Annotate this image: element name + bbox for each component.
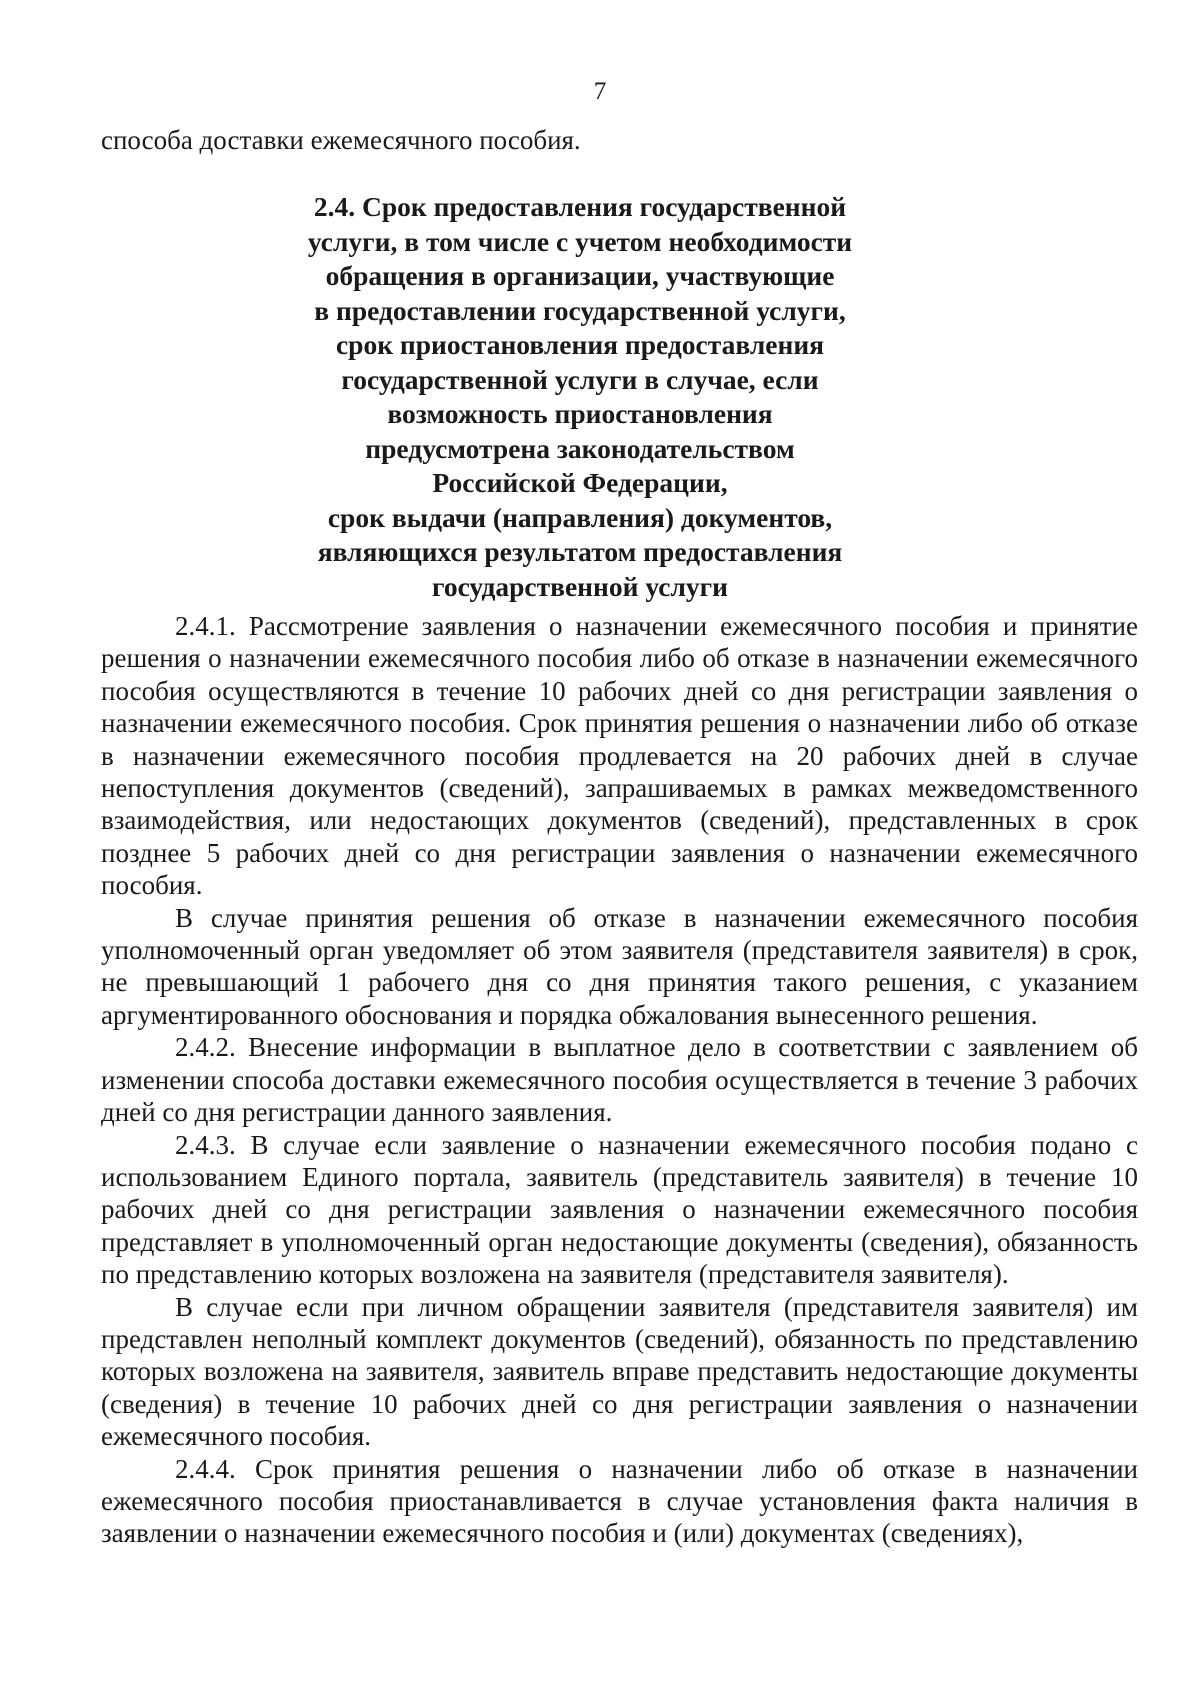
heading-line: являющихся результатом предоставления [317, 536, 843, 567]
heading-line: в предоставлении государственной услуги, [314, 294, 846, 326]
heading-line: обращения в организации, участвующие [325, 260, 835, 291]
paragraph-2-4-1: 2.4.1. Рассмотрение заявления о назначении ежемесячного пособия и принятие решения о назначении ежемесячного пособия либо об отказе в назначении ежемесячного пособия осуществляются в течение 10 рабочих дней со дня регистрации заявления о назначении ежемесячного пособия. Срок принятия решения о назначении либо об отказе в назначении ежемесячного пособия продлевается на 20 рабочих дней в случае непоступления документов (сведений), запрашиваемых в рамках межведомственного взаимодействия, или недостающих документов (сведений), представленных в срок позднее 5 рабочих дней со дня регистрации заявления о назначении ежемесячного пособия. [101, 611, 1138, 901]
section-heading [300, 190, 860, 604]
heading-line: возможность приостановления [387, 398, 773, 429]
heading-line: услуги, в том числе с учетом необходимости [307, 225, 853, 257]
heading-line: государственной услуги в случае, если [341, 363, 819, 395]
paragraph-2-4-3: 2.4.3. В случае если заявление о назначении ежемесячного пособия подано с использованием Единого портала, заявитель (представитель заявителя) в течение 10 рабочих дней со дня регистрации заявления о назначении ежемесячного пособия представляет в уполномоченный орган недостающие документы (сведения), обязанность по представлению которых возложена на заявителя (представителя заявителя). [101, 1129, 1138, 1290]
paragraph-refusal-notice: В случае принятия решения об отказе в назначении ежемесячного пособия уполномоченный орган уведомляет об этом заявителя (представителя заявителя) в срок, не превышающий 1 рабочего дня со дня принятия такого решения, с указанием аргументированного обоснования и порядка обжалования вынесенного решения. [101, 902, 1138, 1030]
page-number: 7 [593, 78, 607, 105]
continuation-line: способа доставки ежемесячного пособия. [101, 125, 581, 155]
heading-line: 2.4. Срок предоставления государственной [313, 191, 847, 222]
heading-line: Российской Федерации, [432, 467, 728, 498]
heading-line: срок выдачи (направления) документов, [327, 501, 833, 533]
paragraph-2-4-4: 2.4.4. Срок принятия решения о назначении либо об отказе в назначении ежемесячного пособия приостанавливается в случае установления факта наличия в заявлении о назначении ежемесячного пособия и (или) документах (сведениях), [101, 1453, 1138, 1549]
heading-line: государственной услуги [432, 570, 728, 602]
paragraph-2-4-2: 2.4.2. Внесение информации в выплатное дело в соответствии с заявлением об изменении способа доставки ежемесячного пособия осуществляется в течение 3 рабочих дней со дня регистрации данного заявления. [101, 1032, 1138, 1128]
heading-line: предусмотрена законодательством [365, 432, 795, 464]
heading-line: срок приостановления предоставления [335, 329, 825, 360]
paragraph-incomplete-documents: В случае если при личном обращении заявителя (представителя заявителя) им представлен неполный комплект документов (сведений), обязанность по представлению которых возложена на заявителя, заявитель вправе представить недостающие документы (сведения) в течение 10 рабочих дней со дня регистрации заявления о назначении ежемесячного пособия. [101, 1291, 1138, 1452]
body-text [101, 610, 1138, 1550]
